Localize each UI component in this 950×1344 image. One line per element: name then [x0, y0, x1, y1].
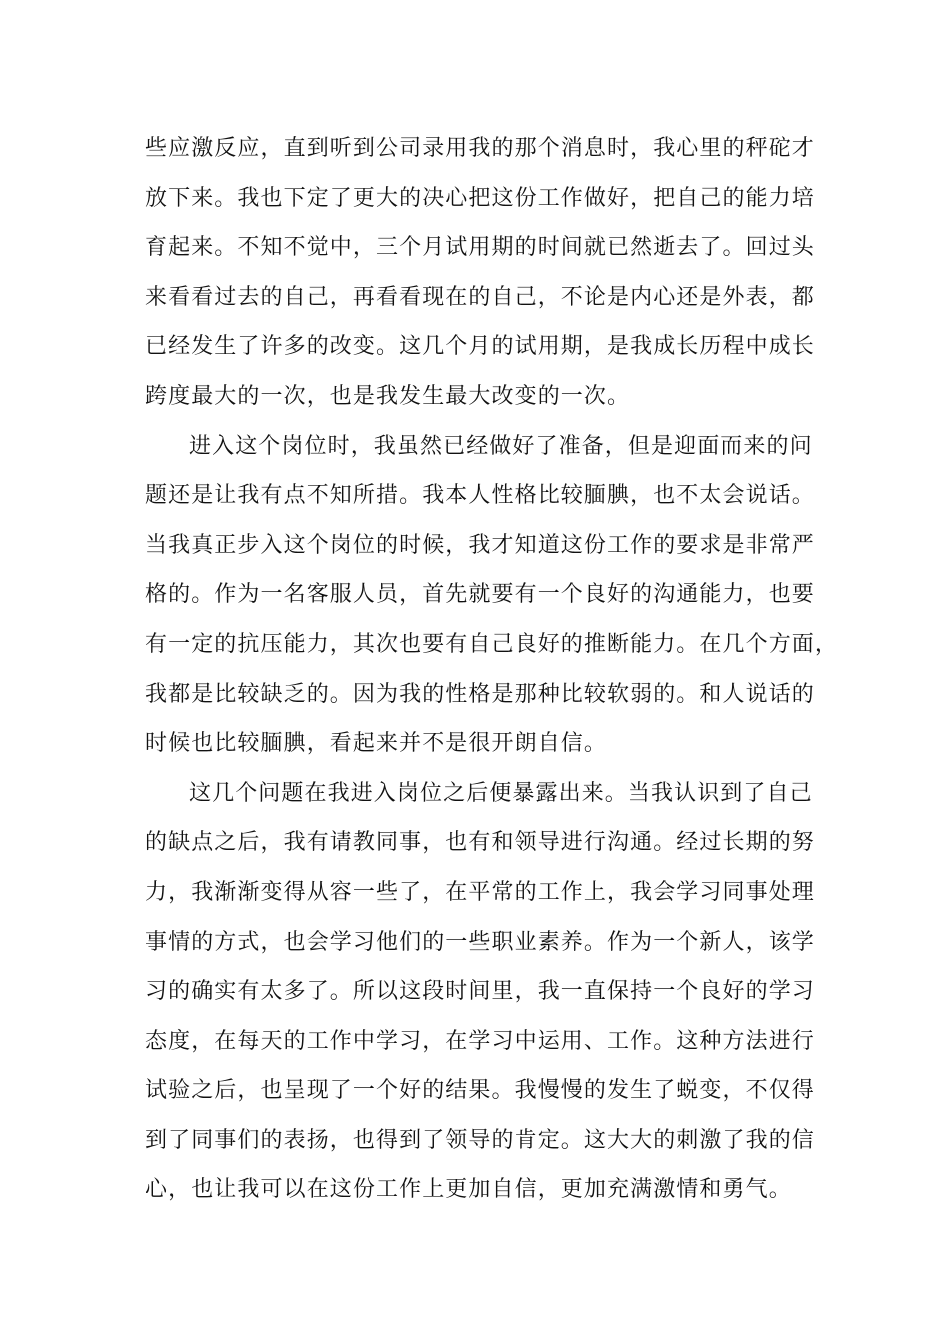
- text-line: 些应激反应，直到听到公司录用我的那个消息时，我心里的秤砣才: [145, 136, 815, 161]
- text-line: 心，也让我可以在这份工作上更加自信，更加充满激情和勇气。: [145, 1177, 792, 1203]
- paragraph-3: [145, 769, 825, 1215]
- text-line: 题还是让我有点不知所措。我本人性格比较腼腆，也不太会说话。: [145, 483, 815, 509]
- text-line: 这几个问题在我进入岗位之后便暴露出来。当我认识到了自己: [189, 780, 813, 806]
- text-line: 的缺点之后，我有请教同事，也有和领导进行沟通。经过长期的努: [145, 830, 815, 856]
- text-line: 到了同事们的表扬，也得到了领导的肯定。这大大的刺激了我的信: [145, 1127, 815, 1153]
- text-line: 我都是比较缺乏的。因为我的性格是那种比较软弱的。和人说话的: [145, 681, 815, 707]
- text-line: 进入这个岗位时，我虽然已经做好了准备，但是迎面而来的问: [189, 433, 813, 459]
- paragraph-1: [145, 124, 825, 422]
- text-line: 已经发生了许多的改变。这几个月的试用期，是我成长历程中成长: [145, 334, 815, 360]
- text-line: 时候也比较腼腆，看起来并不是很开朗自信。: [145, 731, 608, 757]
- text-line: 格的。作为一名客服人员，首先就要有一个良好的沟通能力，也要: [145, 582, 815, 608]
- text-line: 育起来。不知不觉中，三个月试用期的时间就已然逝去了。回过头: [145, 235, 815, 261]
- text-line: 来看看过去的自己，再看看现在的自己，不论是内心还是外表，都: [145, 284, 815, 310]
- text-line: 习的确实有太多了。所以这段时间里，我一直保持一个良好的学习: [145, 979, 815, 1005]
- text-line: 跨度最大的一次，也是我发生最大改变的一次。: [145, 383, 631, 409]
- text-line: 有一定的抗压能力，其次也要有自己良好的推断能力。在几个方面，: [145, 631, 839, 657]
- text-line: 态度，在每天的工作中学习，在学习中运用、工作。这种方法进行: [145, 1028, 815, 1054]
- document-body: [145, 124, 839, 1215]
- text-line: 力，我渐渐变得从容一些了，在平常的工作上，我会学习同事处理: [145, 879, 815, 905]
- text-line: 当我真正步入这个岗位的时候，我才知道这份工作的要求是非常严: [145, 532, 815, 558]
- paragraph-2: [145, 422, 839, 769]
- text-line: 放下来。我也下定了更大的决心把这份工作做好，把自己的能力培: [145, 185, 815, 211]
- text-line: 试验之后，也呈现了一个好的结果。我慢慢的发生了蜕变，不仅得: [145, 1078, 815, 1104]
- text-line: 事情的方式，也会学习他们的一些职业素养。作为一个新人，该学: [145, 929, 815, 955]
